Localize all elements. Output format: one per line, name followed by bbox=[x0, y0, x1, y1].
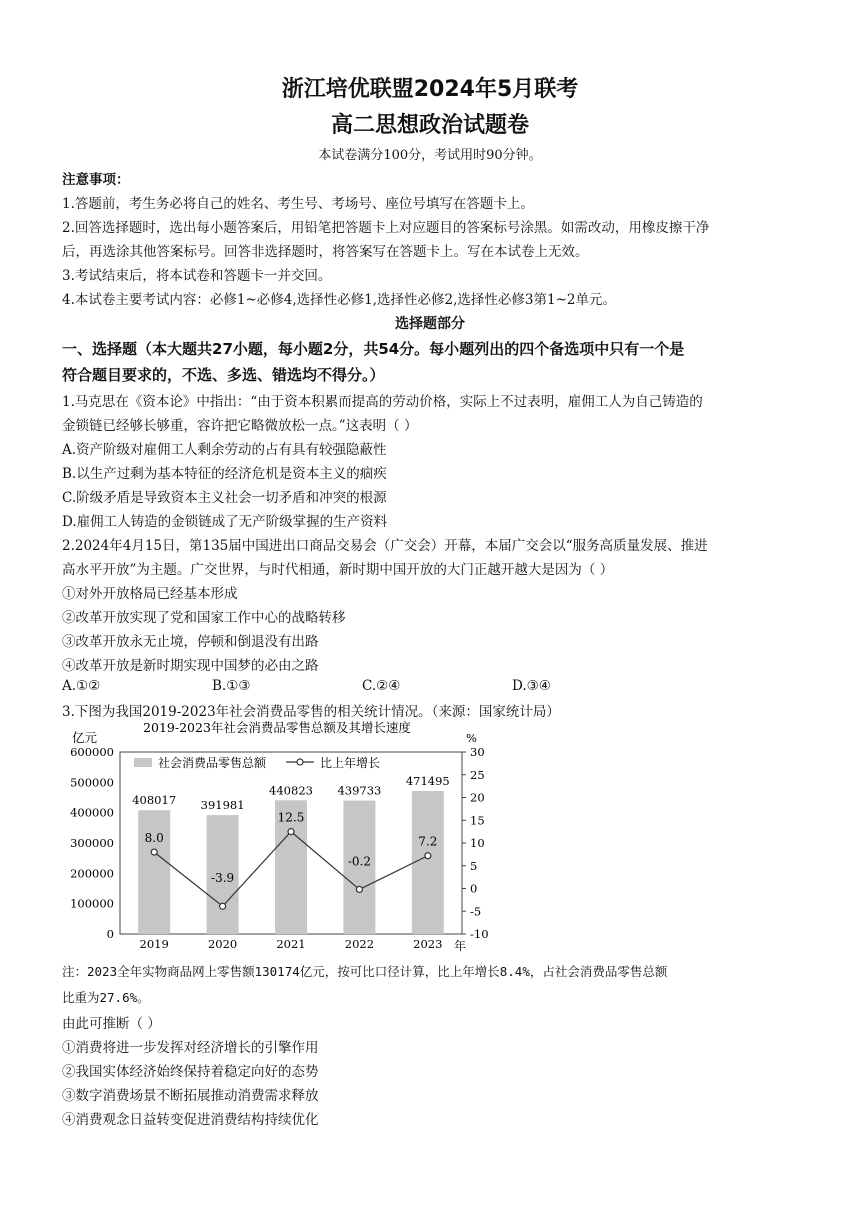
chart-title: 2019-2023年社会消费品零售总额及其增长速度 bbox=[143, 720, 411, 735]
q3-prompt: 由此可推断（ ） bbox=[62, 1016, 161, 1032]
q2-choice-c: C.②④ bbox=[362, 678, 401, 694]
y2-tick-label: 15 bbox=[470, 813, 485, 828]
growth-value-label: -0.2 bbox=[347, 854, 371, 869]
exam-title: 浙江培优联盟2024年5月联考 bbox=[281, 77, 579, 102]
growth-value-label: 7.2 bbox=[418, 834, 438, 849]
x-axis-unit: 年 bbox=[454, 939, 467, 953]
y2-tick-label: 20 bbox=[470, 790, 485, 805]
q2-choice-a: A.①② bbox=[62, 678, 101, 694]
q1-option-d: D.雇佣工人铸造的金锁链成了无产阶级掌握的生产资料 bbox=[62, 514, 388, 530]
growth-value-label: -3.9 bbox=[211, 871, 235, 886]
q3-note: 比重为27.6%。 bbox=[62, 990, 150, 1005]
y-tick-label: 0 bbox=[106, 927, 114, 941]
bar-value-label: 391981 bbox=[200, 798, 245, 813]
y2-tick-label: -10 bbox=[470, 927, 489, 941]
y2-axis-label: % bbox=[466, 731, 477, 745]
y-tick-label: 600000 bbox=[70, 745, 114, 759]
growth-point bbox=[151, 849, 157, 855]
y-tick-label: 100000 bbox=[70, 896, 114, 911]
q1-option-b: B.以生产过剩为基本特征的经济危机是资本主义的痼疾 bbox=[62, 466, 387, 482]
growth-point bbox=[288, 829, 294, 835]
q1-stem: 金锁链已经够长够重，容许把它略微放松一点。”这表明（ ） bbox=[62, 418, 418, 434]
exam-subtitle: 高二思想政治试题卷 bbox=[330, 113, 529, 138]
legend-bar-label: 社会消费品零售总额 bbox=[158, 756, 267, 770]
x-tick-label: 2020 bbox=[207, 937, 238, 951]
notice-item: 4.本试卷主要考试内容：必修1~必修4,选择性必修1,选择性必修2,选择性必修3第1~2单元。 bbox=[62, 292, 616, 308]
q2-choice-d: D.③④ bbox=[512, 678, 551, 694]
notice-heading: 注意事项： bbox=[62, 172, 130, 188]
q2-choice-b: B.①③ bbox=[212, 678, 251, 694]
x-tick-label: 2022 bbox=[344, 937, 375, 951]
y-tick-label: 400000 bbox=[70, 805, 114, 820]
bar bbox=[412, 791, 444, 934]
q2-stem: 2.2024年4月15日，第135届中国进出口商品交易会（广交会）开幕，本届广交会以“服务高质量发展、推进 bbox=[62, 538, 708, 554]
x-tick-label: 2021 bbox=[276, 937, 306, 951]
growth-point bbox=[220, 903, 226, 909]
plot-area bbox=[70, 745, 488, 951]
section-heading: 一、选择题（本大题共27小题，每小题2分，共54分。每小题列出的四个备选项中只有一个是 bbox=[62, 340, 685, 358]
q1-option-a: A.资产阶级对雇佣工人剩余劳动的占有具有较强隐蔽性 bbox=[62, 442, 387, 458]
bar-value-label: 439733 bbox=[337, 783, 382, 798]
growth-value-label: 8.0 bbox=[144, 831, 164, 846]
exam-meta: 本试卷满分100分，考试用时90分钟。 bbox=[318, 148, 542, 163]
bar-value-label: 408017 bbox=[132, 793, 177, 808]
q2-statement: ②改革开放实现了党和国家工作中心的战略转移 bbox=[62, 610, 346, 626]
y2-tick-label: 25 bbox=[470, 767, 485, 782]
chart-legend bbox=[134, 755, 380, 770]
q1-stem: 1.马克思在《资本论》中指出：“由于资本积累而提高的劳动价格，实际上不过表明，雇佣工人为自己铸造的 bbox=[62, 394, 703, 410]
q3-statement: ①消费将进一步发挥对经济增长的引擎作用 bbox=[62, 1040, 319, 1056]
q2-statement: ③改革开放永无止境，停顿和倒退没有出路 bbox=[62, 634, 319, 650]
legend-line-label: 比上年增长 bbox=[320, 756, 381, 770]
q2-choices bbox=[62, 678, 802, 694]
bar-value-label: 440823 bbox=[269, 783, 313, 798]
q2-stem: 高水平开放”为主题。广交世界，与时代相通，新时期中国开放的大门正越开越大是因为（ ） bbox=[62, 562, 614, 578]
y2-tick-label: 10 bbox=[470, 836, 485, 850]
y-tick-label: 500000 bbox=[70, 775, 114, 790]
growth-value-label: 12.5 bbox=[277, 810, 305, 825]
bar-value-label: 471495 bbox=[405, 773, 450, 788]
y-tick-label: 300000 bbox=[70, 836, 114, 850]
q2-statement: ④改革开放是新时期实现中国梦的必由之路 bbox=[62, 658, 319, 674]
x-tick-label: 2019 bbox=[139, 937, 169, 951]
y-axis-label: 亿元 bbox=[72, 730, 98, 745]
y2-tick-label: 5 bbox=[470, 858, 478, 873]
bar bbox=[138, 810, 170, 934]
legend-line-marker bbox=[297, 759, 303, 765]
q3-statement: ③数字消费场景不断拓展推动消费需求释放 bbox=[62, 1088, 319, 1104]
y2-tick-label: 30 bbox=[470, 745, 485, 759]
legend-bar-swatch bbox=[134, 758, 152, 767]
q2-statement: ①对外开放格局已经基本形成 bbox=[62, 586, 238, 602]
section-heading: 符合题目要求的，不选、多选、错选均不得分。） bbox=[62, 366, 385, 384]
q3-statement: ②我国实体经济始终保持着稳定向好的态势 bbox=[62, 1064, 319, 1080]
section-title: 选择题部分 bbox=[395, 316, 465, 332]
notice-item: 后，再选涂其他答案标号。回答非选择题时，将答案写在答题卡上。写在本试卷上无效。 bbox=[62, 244, 589, 260]
q3-note: 注：2023全年实物商品网上零售额130174亿元，按可比口径计算，比上年增长8.4%，占社会消费品零售总额 bbox=[62, 964, 668, 979]
growth-point bbox=[425, 853, 431, 859]
growth-point bbox=[356, 886, 362, 892]
y2-tick-label: -5 bbox=[470, 904, 482, 919]
q3-stem: 3.下图为我国2019-2023年社会消费品零售的相关统计情况。（来源：国家统计局） bbox=[62, 704, 560, 720]
y-tick-label: 200000 bbox=[70, 866, 114, 881]
q3-statement: ④消费观念日益转变促进消费结构持续优化 bbox=[62, 1112, 319, 1128]
notice-item: 1.答题前，考生务必将自己的姓名、考生号、考场号、座位号填写在答题卡上。 bbox=[62, 196, 534, 212]
retail-sales-chart bbox=[62, 718, 492, 958]
notice-item: 3.考试结束后，将本试卷和答题卡一并交回。 bbox=[62, 268, 332, 284]
x-tick-label: 2023 bbox=[413, 937, 443, 951]
q1-option-c: C.阶级矛盾是导致资本主义社会一切矛盾和冲突的根源 bbox=[62, 490, 387, 506]
y2-tick-label: 0 bbox=[470, 881, 478, 896]
notice-item: 2.回答选择题时，选出每小题答案后，用铅笔把答题卡上对应题目的答案标号涂黑。如需改动，用橡皮擦干净 bbox=[62, 220, 710, 236]
